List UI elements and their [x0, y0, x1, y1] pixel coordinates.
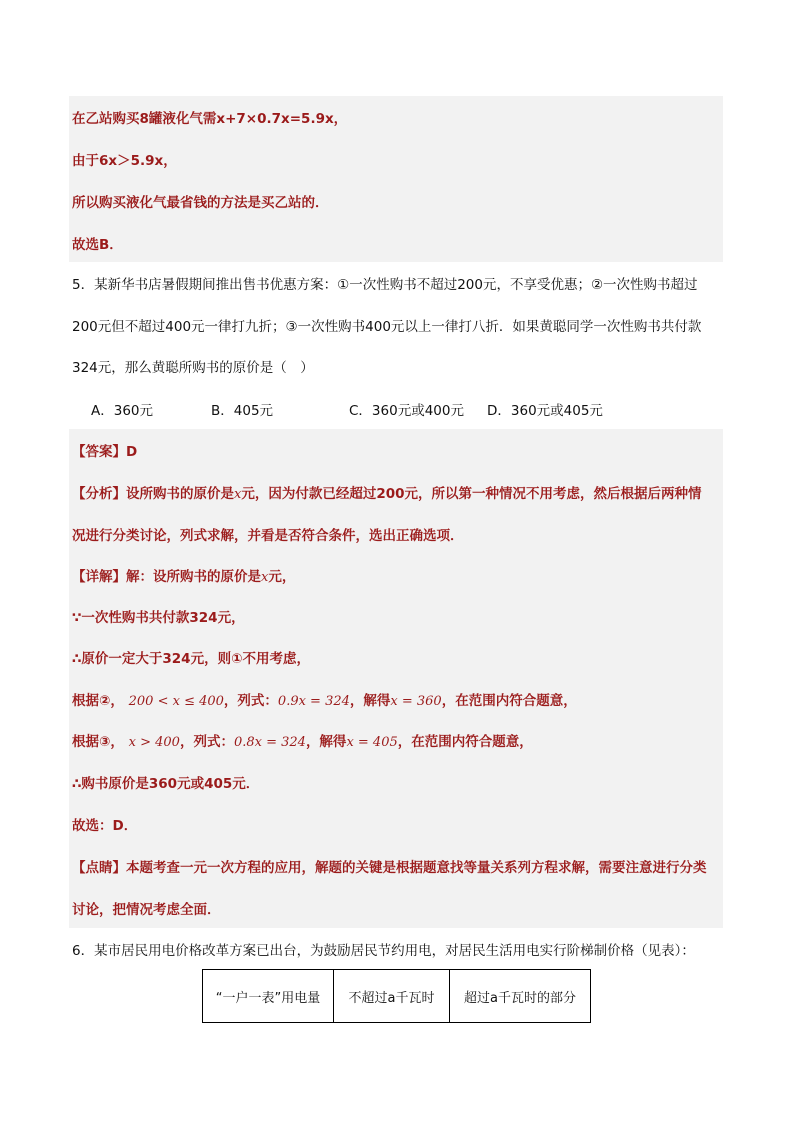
detail-line: [72, 692, 577, 711]
solution-line: 在乙站购买8罐液化气需x+7×0.7x=5.9x，: [72, 111, 348, 127]
option-d: D．360元或405元: [487, 403, 603, 419]
table-header-cell: 不超过a千瓦时: [334, 970, 450, 1023]
math-expression: 0.9x = 324: [277, 694, 350, 709]
detail-text: ，在范围内符合题意，: [441, 693, 577, 709]
detail-text: ，解得: [349, 693, 391, 709]
analysis-line: [72, 485, 702, 504]
option-a: A．360元: [91, 403, 154, 419]
detail-text: 元，: [268, 569, 296, 585]
question-5-line: 5．某新华书店暑假期间推出售书优惠方案：①一次性购书不超过200元，不享受优惠；②一次性购书超过: [72, 277, 698, 293]
detail-text: ，列式：: [223, 693, 278, 709]
table-header-cell: 超过a千瓦时的部分: [450, 970, 591, 1023]
answer-line: 【答案】D: [72, 444, 138, 460]
detail-text: 根据②，: [72, 693, 124, 709]
question-5-line: 200元但不超过400元一律打九折；③一次性购书400元以上一律打八折．如果黄聪同学一次性购书共付款: [72, 319, 702, 335]
analysis-line: 况进行分类讨论，列式求解，并看是否符合条件，选出正确选项．: [72, 528, 464, 544]
detail-line: [72, 733, 533, 752]
detail-text: 【详解】解：设所购书的原价是: [72, 569, 261, 585]
detail-line: [72, 568, 295, 587]
solution-line: 所以购买液化气最省钱的方法是买乙站的．: [72, 195, 329, 211]
detail-line: ∵一次性购书共付款324元，: [72, 610, 245, 626]
option-b: B．405元: [211, 403, 274, 419]
analysis-text: 元，因为付款已经超过200元，所以第一种情况不用考虑，然后根据后两种情: [241, 486, 702, 502]
comment-line: 讨论，把情况考虑全面．: [72, 902, 221, 918]
solution-line: 故选B．: [72, 237, 123, 253]
math-expression: x > 400: [128, 735, 180, 750]
detail-text: ，在范围内符合题意，: [397, 734, 533, 750]
detail-text: 根据③，: [72, 734, 124, 750]
question-6-line: 6．某市居民用电价格改革方案已出台，为鼓励居民节约用电，对居民生活用电实行阶梯制价格（见表）：: [72, 943, 695, 959]
math-var: x: [261, 570, 269, 585]
solution-line: 由于6x＞5.9x，: [72, 153, 177, 169]
math-expression: 0.8x = 324: [233, 735, 306, 750]
detail-line: ∴购书原价是360元或405元．: [72, 776, 260, 792]
detail-line: ∴原价一定大于324元，则①不用考虑，: [72, 651, 311, 667]
detail-text: ，列式：: [179, 734, 234, 750]
detail-text: ，解得: [305, 734, 347, 750]
question-5-line: 324元，那么黄聪所购书的原价是（ ）: [72, 360, 314, 376]
comment-line: 【点睛】本题考查一元一次方程的应用，解题的关键是根据题意找等量关系列方程求解，需要注意进行分类: [72, 860, 707, 876]
price-table: [202, 969, 591, 1023]
table-row: [203, 970, 591, 1023]
analysis-text: 【分析】设所购书的原价是: [72, 486, 234, 502]
detail-line: 故选：D．: [72, 818, 138, 834]
math-expression: 200 < x ≤ 400: [128, 694, 224, 709]
math-expression: x = 405: [346, 735, 398, 750]
math-expression: x = 360: [390, 694, 442, 709]
table-header-cell: “一户一表”用电量: [203, 970, 334, 1023]
math-var: x: [234, 487, 242, 502]
option-c: C．360元或400元: [349, 403, 464, 419]
